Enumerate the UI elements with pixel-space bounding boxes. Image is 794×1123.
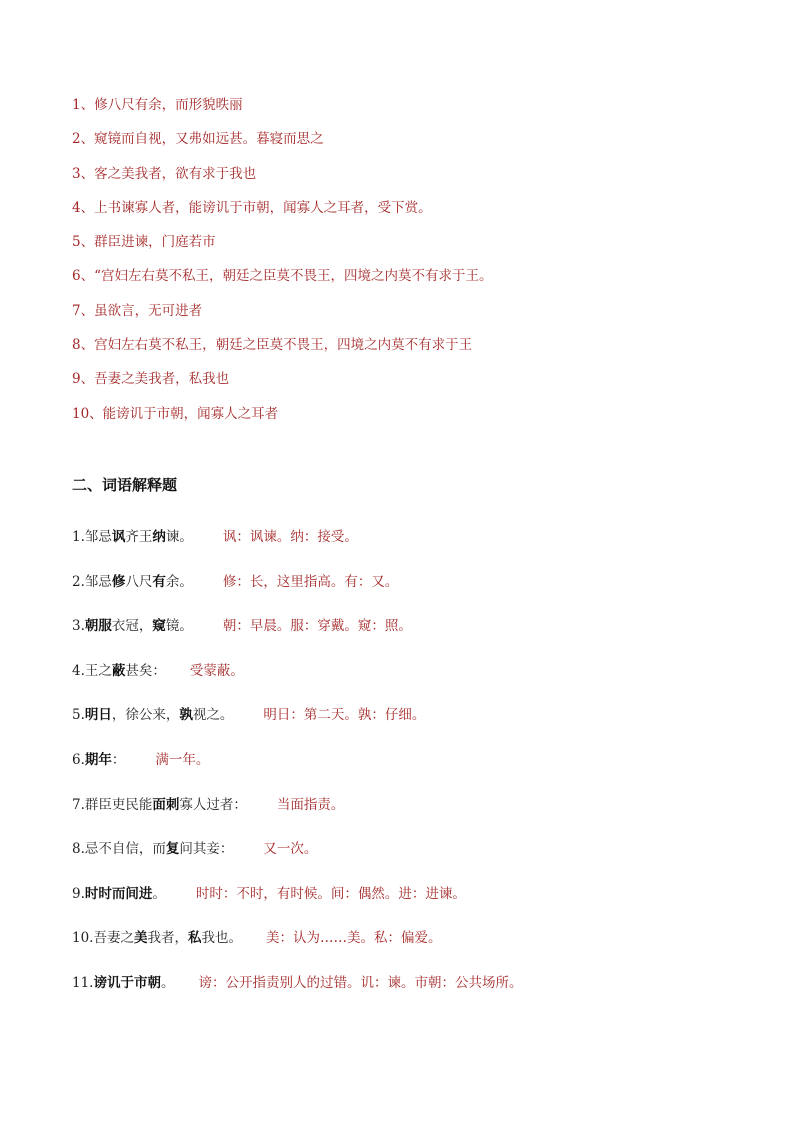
vocab-number: 7.	[72, 796, 85, 813]
vocab-list	[72, 526, 762, 1017]
answer-item: 8、宫妇左右莫不私王，朝廷之臣莫不畏王，四境之内莫不有求于王	[72, 337, 473, 354]
highlighted-word: 复	[165, 841, 180, 858]
vocab-item	[72, 794, 762, 839]
vocab-number: 11.	[72, 974, 94, 991]
vocab-number: 5.	[72, 707, 85, 724]
vocab-explanation: 谤：公开指责别人的过错。讥：谏。市朝：公共场所。	[198, 974, 523, 991]
vocab-number: 8.	[72, 841, 85, 858]
answer-list	[72, 94, 752, 437]
vocab-explanation: 又一次。	[263, 841, 318, 858]
vocab-explanation: 美：认为……美。私：偏爱。	[265, 930, 442, 947]
vocab-explanation: 满一年。	[155, 751, 210, 768]
sentence-text: 。	[160, 974, 175, 991]
highlighted-word: 蔽	[111, 662, 126, 679]
highlighted-word: 时时而间进	[84, 885, 153, 902]
highlighted-word: 有	[152, 573, 166, 590]
vocab-explanation: 明日：第二天。孰：仔细。	[263, 707, 426, 724]
highlighted-word: 服	[98, 618, 112, 635]
sentence-text: 八尺	[125, 573, 153, 590]
vocab-number: 10.	[72, 930, 94, 947]
highlighted-word: 美	[133, 930, 148, 947]
highlighted-word: 纳	[152, 529, 166, 545]
highlighted-word: 面刺	[152, 796, 180, 813]
sentence-text: 齐王	[125, 529, 153, 545]
answer-item: 6、“宫妇左右莫不私王，朝廷之臣莫不畏王，四境之内莫不有求于王。	[72, 268, 493, 285]
vocab-item	[72, 704, 762, 749]
vocab-explanation: 时时：不时，有时候。间：偶然。进：进谏。	[195, 885, 466, 902]
answer-item: 3、客之美我者，欲有求于我也	[72, 165, 257, 182]
sentence-text: 邹忌	[84, 573, 112, 590]
answer-item: 1、修八尺有余，而形貌昳丽	[72, 97, 243, 113]
answer-item: 7、虽欲言，无可进者	[72, 302, 203, 319]
vocab-item	[72, 883, 762, 928]
vocab-number: 2.	[72, 573, 85, 590]
highlighted-word: 窥	[152, 618, 166, 635]
vocab-item	[72, 660, 762, 705]
sentence-text: ，徐公来，	[111, 707, 180, 724]
sentence-text: 视之。	[192, 707, 234, 724]
highlighted-word: 修	[111, 573, 126, 590]
vocab-explanation: 当面指责。	[276, 796, 345, 813]
sentence-text: 镜。	[165, 618, 193, 635]
highlighted-word: 讽	[111, 529, 126, 545]
sentence-text: 衣冠，	[111, 618, 153, 635]
sentence-text: 我也。	[201, 930, 242, 947]
vocab-item	[72, 749, 762, 794]
sentence-text: 吾妻之	[93, 930, 134, 947]
sentence-text: 问其妾：	[179, 841, 234, 858]
answer-item: 4、上书谏寡人者，能谤讥于市朝，闻寡人之耳者，受下赏。	[72, 199, 432, 216]
vocab-number: 6.	[72, 751, 85, 768]
highlighted-word: 私	[187, 930, 202, 947]
highlighted-word: 明日	[84, 707, 112, 724]
answer-item: 2、窥镜而自视，又弗如远甚。暮寝而思之	[72, 131, 324, 148]
vocab-item	[72, 526, 762, 571]
sentence-text: 甚矣：	[125, 662, 166, 679]
highlighted-word: 谤讥于市朝	[93, 974, 161, 991]
highlighted-word: 期年	[84, 751, 112, 768]
vocab-item	[72, 571, 762, 616]
vocab-number: 9.	[72, 885, 85, 902]
sentence-text: 王之	[84, 662, 112, 679]
sentence-text: 群臣吏民能	[84, 796, 153, 813]
sentence-text: 谏。	[165, 529, 193, 545]
vocab-number: 4.	[72, 662, 85, 679]
section-title: 二、词语解释题	[72, 476, 178, 494]
sentence-text: 我者，	[147, 930, 188, 947]
vocab-explanation: 修：长，这里指高。有：又。	[222, 573, 399, 590]
vocab-item	[72, 927, 762, 972]
answer-item: 5、群臣进谏，门庭若市	[72, 234, 216, 251]
sentence-text: 忌不自信，而	[84, 841, 166, 858]
highlighted-word: 孰	[179, 707, 193, 724]
vocab-number: 1.	[72, 529, 85, 545]
sentence-text: 邹忌	[84, 529, 112, 545]
sentence-text: 寡人过者：	[179, 796, 247, 813]
vocab-item	[72, 615, 762, 660]
vocab-explanation: 受蒙蔽。	[189, 662, 244, 679]
vocab-explanation: 讽：讽谏。纳：接受。	[222, 529, 358, 545]
vocab-item	[72, 838, 762, 883]
answer-item: 10、能谤讥于市朝，闻寡人之耳者	[72, 405, 279, 422]
answer-item: 9、吾妻之美我者，私我也	[72, 371, 230, 388]
highlighted-word: 朝	[84, 618, 99, 635]
sentence-text: 余。	[165, 573, 193, 590]
vocab-item	[72, 972, 762, 1017]
sentence-text: 。	[152, 885, 166, 902]
vocab-number: 3.	[72, 618, 85, 635]
vocab-explanation: 朝：早晨。服：穿戴。窥：照。	[222, 618, 412, 635]
sentence-text: ：	[111, 751, 126, 768]
